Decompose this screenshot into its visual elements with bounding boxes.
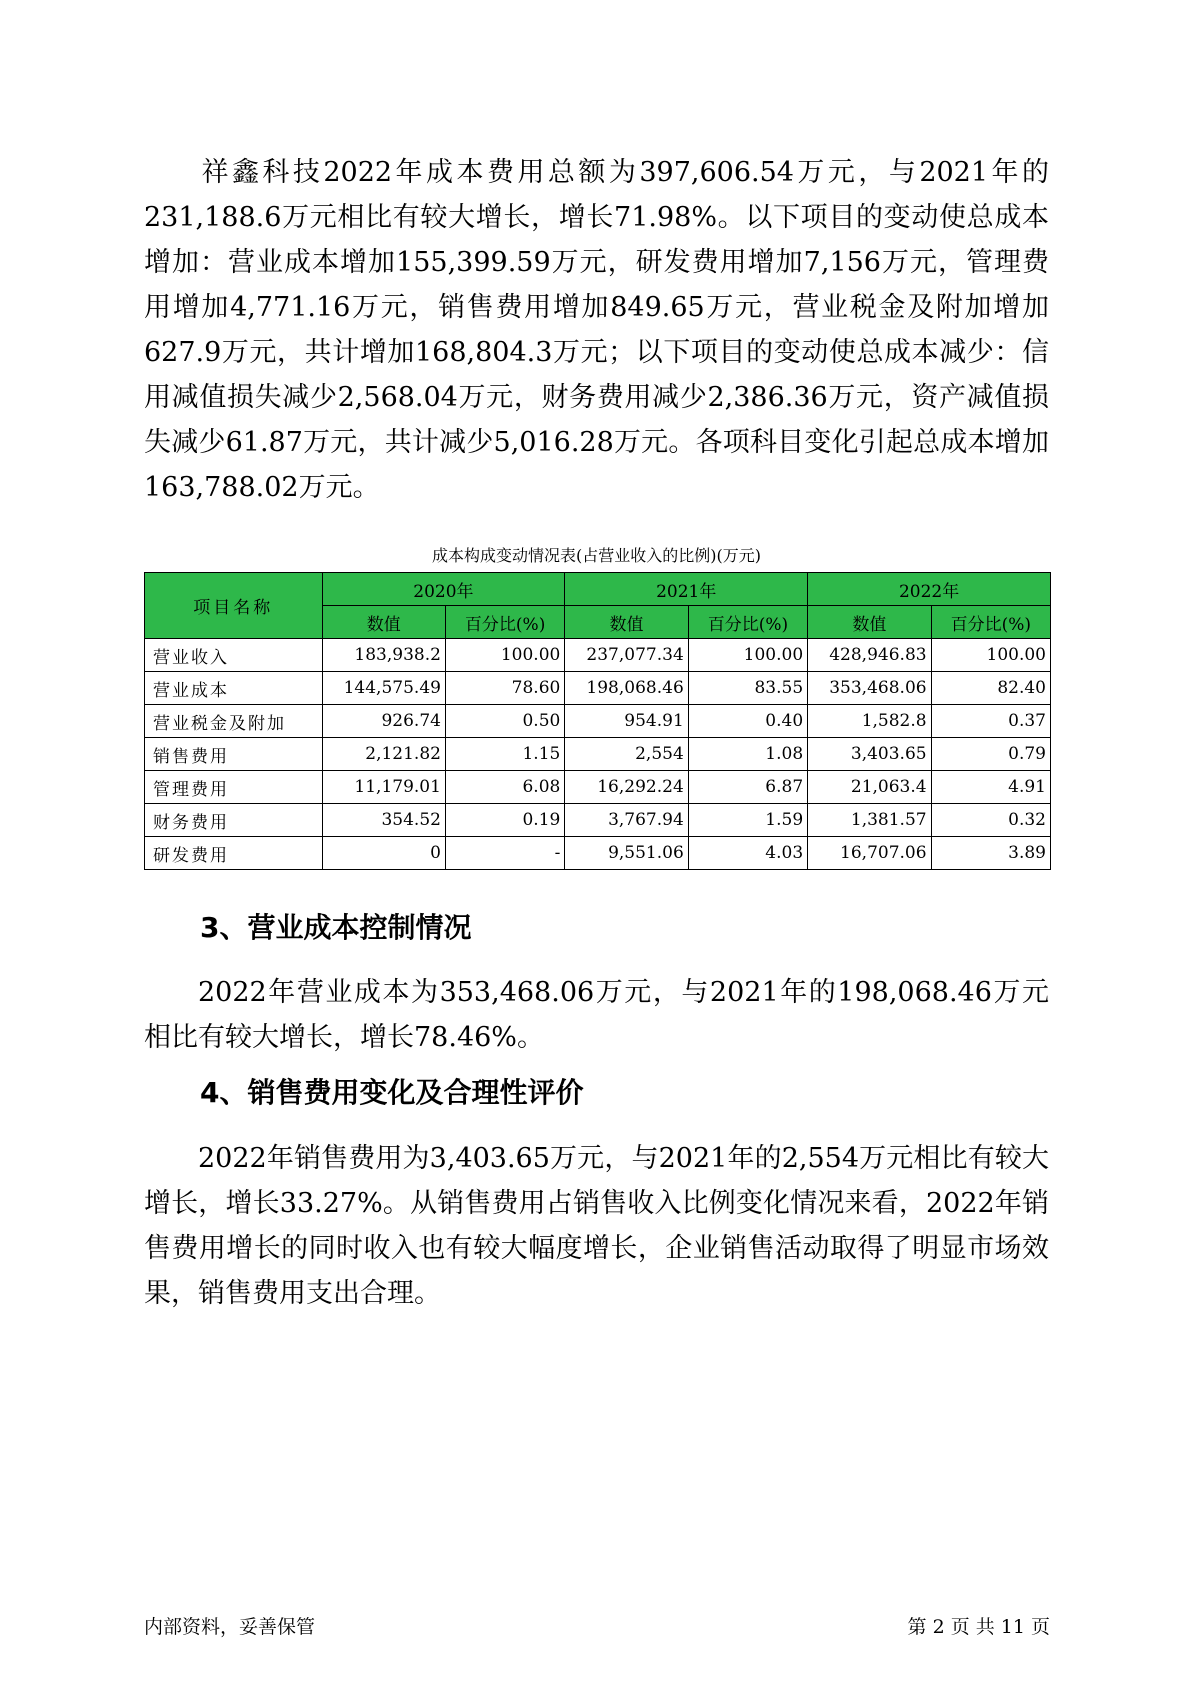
table-cell: 4.91	[931, 771, 1050, 804]
table-cell: 0.37	[931, 705, 1050, 738]
table-cell: 926.74	[322, 705, 445, 738]
table-cell: 16,292.24	[565, 771, 688, 804]
table-cell: 11,179.01	[322, 771, 445, 804]
header-value-2022: 数值	[808, 606, 931, 639]
row-name: 研发费用	[145, 837, 323, 870]
row-name: 营业收入	[145, 639, 323, 672]
table-row	[145, 705, 1051, 738]
table-cell: 237,077.34	[565, 639, 688, 672]
header-year-2020: 2020年	[322, 573, 565, 606]
table-cell: 82.40	[931, 672, 1050, 705]
table-cell: 1,582.8	[808, 705, 931, 738]
table-cell: 83.55	[688, 672, 807, 705]
table-cell: 2,554	[565, 738, 688, 771]
table-cell: 3,767.94	[565, 804, 688, 837]
paragraph-operating-cost-text: 2022年营业成本为353,468.06万元，与2021年的198,068.46万元相比有较大增长，增长78.46%。	[144, 977, 1049, 1053]
header-value-2021: 数值	[565, 606, 688, 639]
paragraph-operating-cost	[144, 970, 1049, 1060]
row-name: 销售费用	[145, 738, 323, 771]
table-cell: 100.00	[445, 639, 564, 672]
table-cell: 21,063.4	[808, 771, 931, 804]
table-row	[145, 804, 1051, 837]
row-name: 营业成本	[145, 672, 323, 705]
table-cell: 3.89	[931, 837, 1050, 870]
paragraph-cost-summary	[144, 150, 1049, 510]
header-pct-2020: 百分比(%)	[445, 606, 564, 639]
table-row	[145, 639, 1051, 672]
table-cell: 0.79	[931, 738, 1050, 771]
table-cell: 353,468.06	[808, 672, 931, 705]
header-year-2021: 2021年	[565, 573, 808, 606]
footer-page-number: 第 2 页 共 11 页	[907, 1616, 1050, 1638]
header-item-name: 项目名称	[145, 573, 323, 639]
table-cell: 1.08	[688, 738, 807, 771]
header-pct-2021: 百分比(%)	[688, 606, 807, 639]
table-cell: 144,575.49	[322, 672, 445, 705]
table-cell: 198,068.46	[565, 672, 688, 705]
table-row	[145, 771, 1051, 804]
paragraph-cost-summary-text: 祥鑫科技2022年成本费用总额为397,606.54万元，与2021年的231,188.6万元相比有较大增长，增长71.98%。以下项目的变动使总成本增加：营业成本增加155,399.59万元，研发费用增加7,156万元，管理费用增加4,771.16万元，销售费用增加849.65万元，营业税金及附加增加627.9万元，共计增加168,804.3万元；以下项目的变动使总成本减少：信用减值损失减少2,568.04万元，财务费用减少2,386.36万元，资产减值损失减少61.87万元，共计减少5,016.28万元。各项科目变化引起总成本增加163,788.02万元。	[144, 157, 1049, 503]
table-cell: 9,551.06	[565, 837, 688, 870]
table-cell: 428,946.83	[808, 639, 931, 672]
table-cell: 3,403.65	[808, 738, 931, 771]
row-name: 管理费用	[145, 771, 323, 804]
table-cell: 0.50	[445, 705, 564, 738]
table-cell: 100.00	[688, 639, 807, 672]
header-pct-2022: 百分比(%)	[931, 606, 1050, 639]
table-cell: 100.00	[931, 639, 1050, 672]
paragraph-sales-expense	[144, 1136, 1049, 1316]
cost-structure-table	[144, 572, 1051, 870]
table-cell: 1.15	[445, 738, 564, 771]
table-cell: 0.32	[931, 804, 1050, 837]
table-cell: 2,121.82	[322, 738, 445, 771]
table-cell: 0	[322, 837, 445, 870]
table-cell: 1,381.57	[808, 804, 931, 837]
table-cell: 4.03	[688, 837, 807, 870]
table-cell: -	[445, 837, 564, 870]
table-cell: 1.59	[688, 804, 807, 837]
footer-confidential-note: 内部资料，妥善保管	[144, 1616, 316, 1638]
paragraph-sales-expense-text: 2022年销售费用为3,403.65万元，与2021年的2,554万元相比有较大增长，增长33.27%。从销售费用占销售收入比例变化情况来看，2022年销售费用增长的同时收入也有较大幅度增长，企业销售活动取得了明显市场效果，销售费用支出合理。	[144, 1143, 1049, 1309]
table-cell: 183,938.2	[322, 639, 445, 672]
table-cell: 0.40	[688, 705, 807, 738]
table-caption: 成本构成变动情况表(占营业收入的比例)(万元)	[432, 546, 761, 565]
header-year-2022: 2022年	[808, 573, 1051, 606]
table-row	[145, 837, 1051, 870]
table-cell: 0.19	[445, 804, 564, 837]
header-value-2020: 数值	[322, 606, 445, 639]
table-row	[145, 738, 1051, 771]
row-name: 营业税金及附加	[145, 705, 323, 738]
table-cell: 16,707.06	[808, 837, 931, 870]
row-name: 财务费用	[145, 804, 323, 837]
table-cell: 78.60	[445, 672, 564, 705]
table-cell: 6.87	[688, 771, 807, 804]
table-row	[145, 672, 1051, 705]
table-cell: 954.91	[565, 705, 688, 738]
section-heading-sales-expense: 4、销售费用变化及合理性评价	[200, 1076, 584, 1109]
table-cell: 354.52	[322, 804, 445, 837]
section-heading-operating-cost: 3、营业成本控制情况	[200, 911, 472, 944]
table-cell: 6.08	[445, 771, 564, 804]
